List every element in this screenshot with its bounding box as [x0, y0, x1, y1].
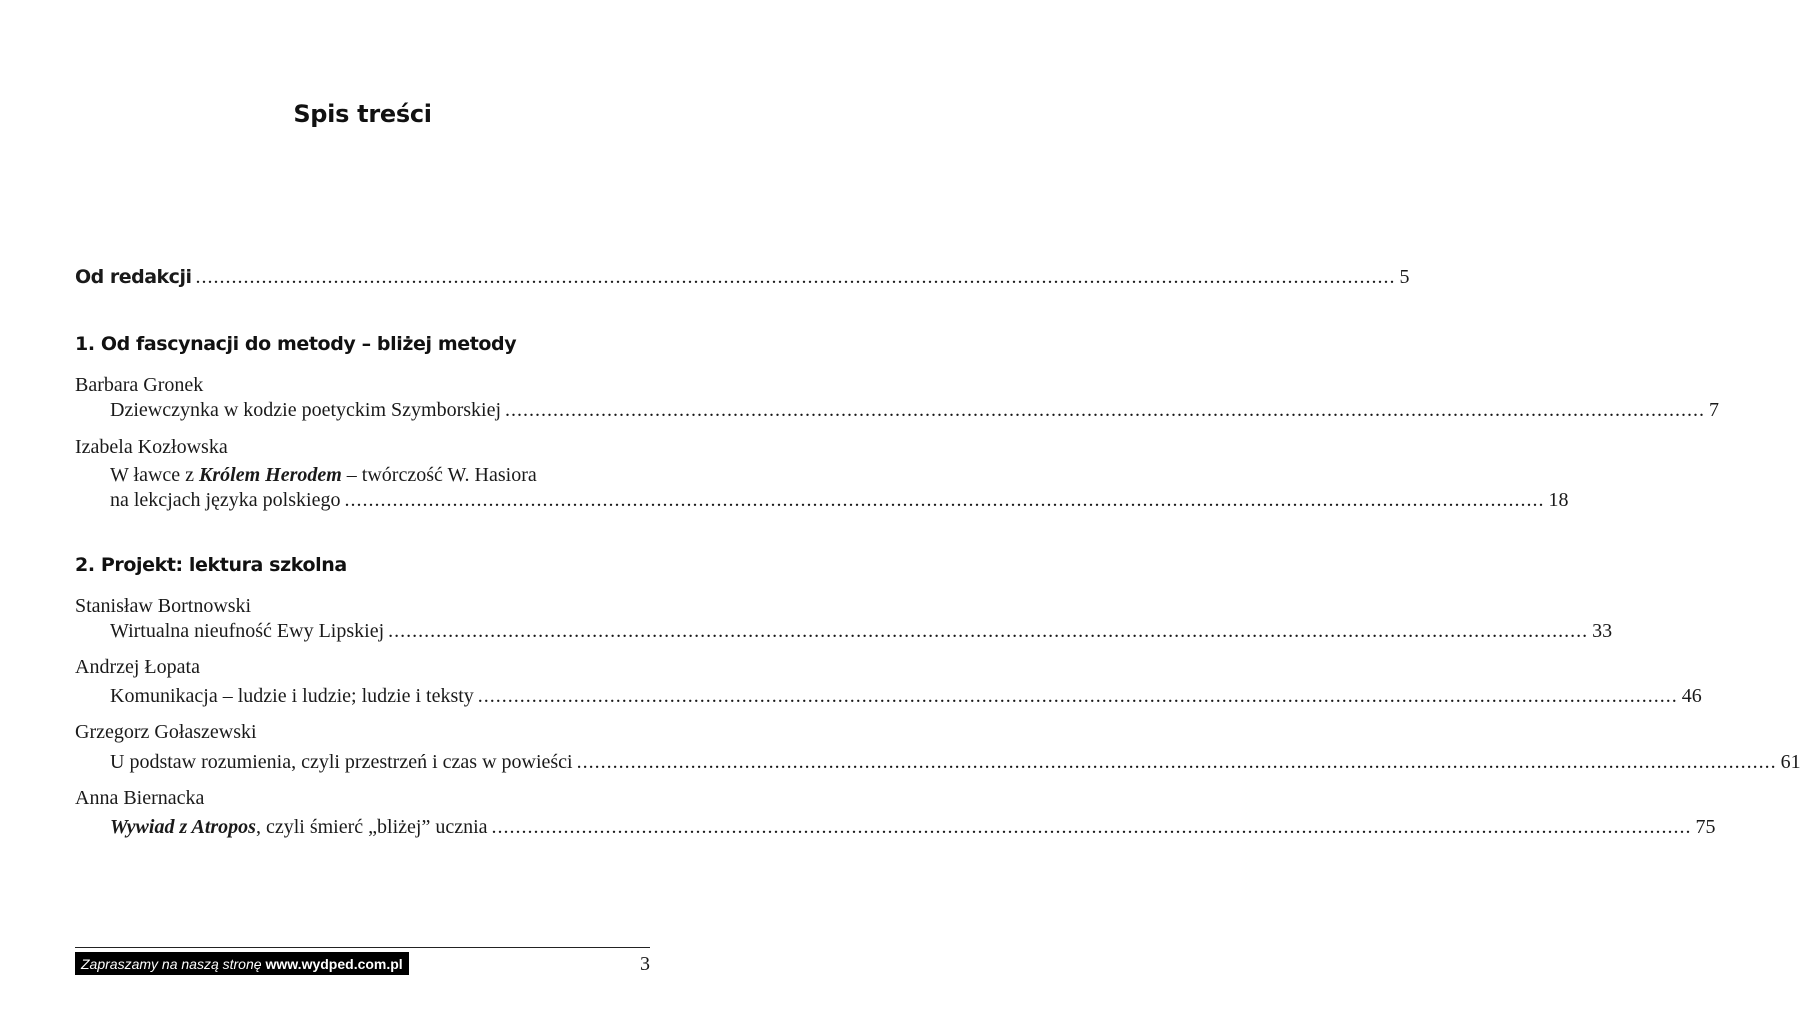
author-name: Barbara Gronek	[75, 374, 204, 396]
toc-entry-title-line[interactable]	[110, 464, 537, 487]
author-name: Izabela Kozłowska	[75, 436, 228, 458]
toc-page-number: 61	[1780, 751, 1801, 773]
toc-page-number: 33	[1592, 620, 1613, 642]
page-title: Spis treści	[293, 100, 432, 128]
title-prefix: W ławce z	[110, 464, 200, 486]
section-heading: 1. Od fascynacji do metody – bliżej metody	[75, 333, 517, 355]
page-number: 3	[640, 953, 650, 975]
toc-entry-title: Dziewczynka w kodzie poetyckim Szymborskiej	[110, 399, 501, 421]
leader-dots: ........................................................................................................................................................................................................	[477, 685, 1678, 707]
toc-entry-title: na lekcjach języka polskiego	[110, 489, 341, 511]
toc-page-number: 7	[1709, 399, 1719, 421]
leader-dots: ........................................................................................................................................................................................................	[505, 399, 1705, 421]
title-italic: Wywiad z Atropos	[110, 816, 256, 838]
author-name: Anna Biernacka	[75, 787, 205, 809]
website-link[interactable]: www.wydped.com.pl	[265, 955, 403, 972]
author-name: Andrzej Łopata	[75, 656, 200, 678]
leader-dots: ........................................................................................................................................................................................................	[195, 266, 1396, 288]
toc-entry[interactable]	[110, 751, 1801, 774]
footer-text: Zapraszamy na naszą stronę	[81, 955, 262, 972]
section-heading: 2. Projekt: lektura szkolna	[75, 554, 347, 576]
toc-page-number: 75	[1695, 816, 1716, 838]
toc-entry-title: Wirtualna nieufność Ewy Lipskiej	[110, 620, 385, 642]
title-suffix: , czyli śmierć „bliżej” ucznia	[255, 816, 488, 838]
toc-page-number: 18	[1548, 489, 1569, 511]
leader-dots: ........................................................................................................................................................................................................	[344, 489, 1545, 511]
toc-entry-title	[110, 816, 488, 839]
toc-entry[interactable]	[110, 620, 1613, 643]
toc-entry[interactable]	[110, 489, 1569, 512]
toc-page-number: 5	[1399, 266, 1410, 288]
title-suffix: – twórczość W. Hasiora	[341, 464, 537, 486]
toc-entry[interactable]	[110, 685, 1702, 708]
toc-entry-editorial[interactable]	[75, 266, 1410, 289]
toc-entry-title: Od redakcji	[75, 266, 192, 288]
toc-page-number: 46	[1681, 685, 1702, 707]
toc-entry-title: U podstaw rozumienia, czyli przestrzeń i czas w powieści	[110, 751, 573, 773]
author-name: Grzegorz Gołaszewski	[75, 721, 257, 743]
toc-entry[interactable]	[110, 399, 1719, 422]
toc-entry[interactable]	[110, 816, 1716, 839]
leader-dots: ........................................................................................................................................................................................................	[491, 816, 1692, 838]
author-name: Stanisław Bortnowski	[75, 595, 252, 617]
toc-entry-title: Komunikacja – ludzie i ludzie; ludzie i teksty	[110, 685, 474, 707]
title-italic: Królem Herodem	[199, 464, 342, 486]
leader-dots: ........................................................................................................................................................................................................	[388, 620, 1589, 642]
footer-divider	[75, 947, 650, 948]
leader-dots: ........................................................................................................................................................................................................	[576, 751, 1777, 773]
footer-banner	[75, 952, 409, 975]
